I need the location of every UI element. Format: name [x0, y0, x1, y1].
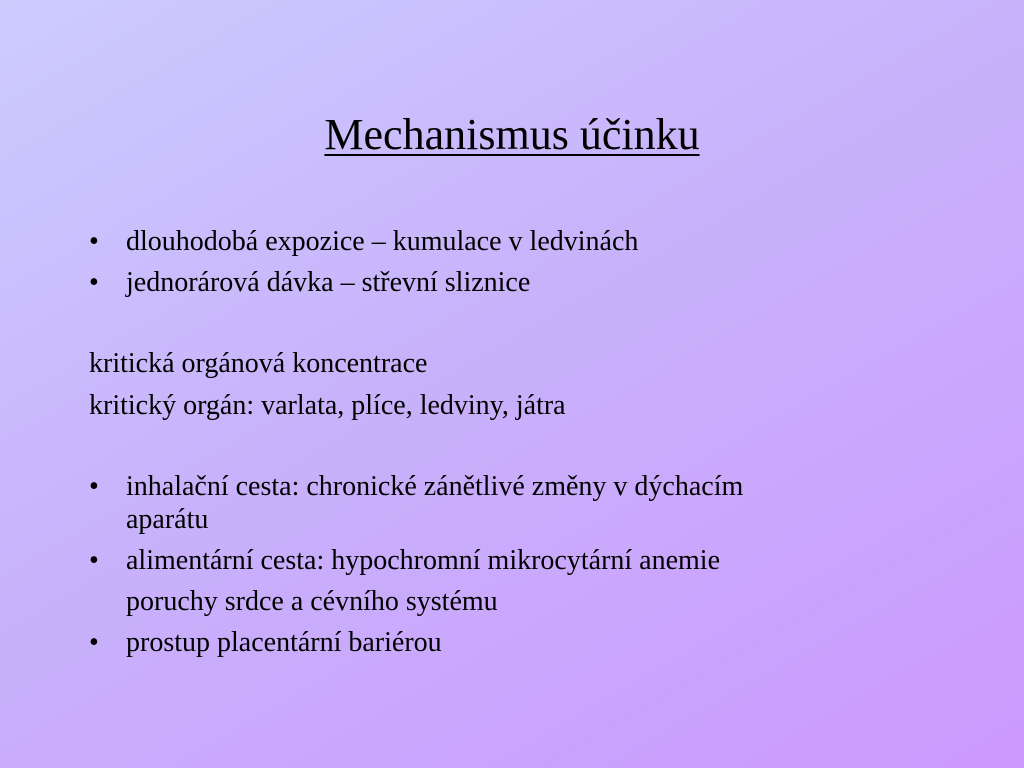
bullet-icon: • [89, 545, 99, 576]
bullet-icon: • [89, 627, 99, 658]
text-critical-organ: kritický orgán: varlata, plíce, ledviny, játra [89, 390, 566, 421]
bullet-item-placental: prostup placentární bariérou [126, 627, 442, 658]
bullet-item-alimentary: alimentární cesta: hypochromní mikrocytární anemie [126, 545, 721, 576]
slide-title: Mechanismus účinku [324, 110, 700, 159]
bullet-item-alimentary-cont: poruchy srdce a cévního systému [126, 586, 498, 617]
bullet-item-inhalation: inhalační cesta: chronické zánětlivé změny v dýchacím [126, 471, 744, 502]
bullet-item-inhalation-cont: aparátu [126, 504, 209, 535]
text-critical-concentration: kritická orgánová koncentrace [89, 348, 428, 379]
bullet-item-exposure: dlouhodobá expozice – kumulace v ledvinách [126, 226, 639, 257]
bullet-item-single-dose: jednorárová dávka – střevní sliznice [126, 267, 531, 298]
bullet-icon: • [89, 226, 99, 257]
bullet-icon: • [89, 267, 99, 298]
bullet-icon: • [89, 471, 99, 502]
